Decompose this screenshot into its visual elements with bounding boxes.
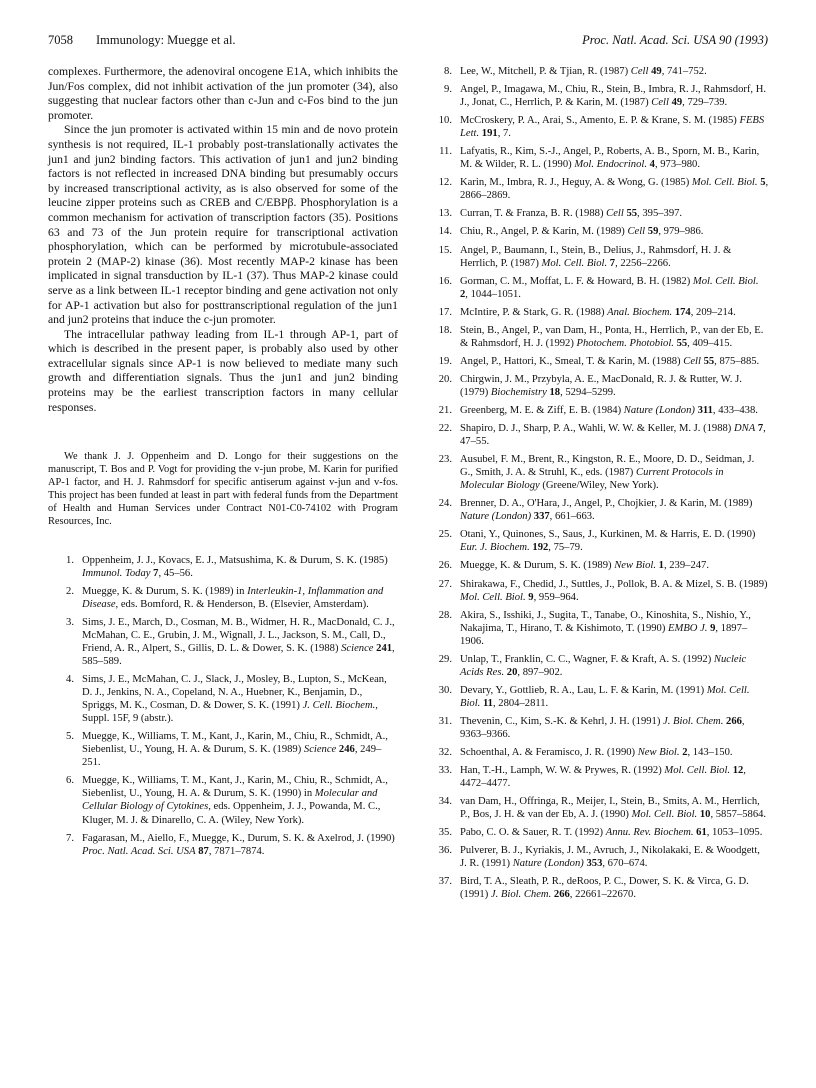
reference-item [426, 275, 769, 301]
reference-item [426, 559, 769, 572]
reference-authors: Curran, T. & Franza, B. R. (1988) [460, 208, 604, 220]
reference-pages: , 875–885. [714, 355, 760, 367]
reference-pages: , 143–150. [687, 747, 733, 759]
reference-volume: 1 [658, 560, 664, 572]
reference-pages: , 249–251. [82, 744, 382, 769]
reference-number: 26. [438, 560, 452, 572]
reference-source: Science [341, 642, 374, 654]
reference-number: 21. [438, 404, 452, 416]
reference-source: Cell [606, 208, 624, 220]
reference-number: 30. [438, 684, 452, 696]
reference-list-left [48, 554, 398, 858]
reference-number: 8. [444, 66, 452, 77]
reference-item [426, 684, 769, 710]
reference-source: Eur. J. Biochem. [460, 542, 530, 554]
reference-volume: 2 [682, 747, 688, 759]
reference-pages: , 5294–5299. [560, 386, 616, 398]
reference-item [426, 764, 769, 790]
reference-item [426, 83, 769, 109]
reference-item [48, 554, 398, 580]
reference-number: 15. [438, 244, 452, 256]
reference-pages: , 1053–1095. [706, 827, 763, 839]
reference-pages: , 897–902. [517, 666, 563, 678]
running-head-journal: Proc. Natl. Acad. Sci. USA 90 (1993) [582, 33, 768, 47]
reference-volume: 266 [726, 715, 742, 727]
reference-volume: 11 [482, 697, 493, 709]
reference-authors: Shapiro, D. J., Sharp, P. A., Wahli, W. W. & Keller, M. J. (1988) [460, 423, 732, 435]
reference-item [426, 422, 769, 448]
reference-source: Nucleic Acids Res. [460, 653, 747, 678]
reference-source: Mol. Cell. Biol. [631, 809, 698, 821]
reference-volume: 87 [198, 845, 209, 857]
reference-authors: Chiu, R., Angel, P. & Karin, M. (1989) [460, 226, 625, 238]
reference-source: Mol. Endocrinol. [574, 159, 647, 171]
left-column [48, 65, 398, 863]
reference-authors: Pabo, C. O. & Sauer, R. T. (1992) [460, 827, 604, 839]
reference-pages: , 670–674. [602, 858, 648, 870]
reference-authors: Shirakawa, F., Chedid, J., Suttles, J., Pollok, B. A. & Mizel, S. B. (1989) [460, 578, 768, 590]
reference-authors: Muegge, K., Williams, T. M., Kant, J., Karin, M., Chiu, R., Schmidt, A., Siebenlist, U., Young, H. A. & Durum, S. K. (1989) [82, 731, 388, 756]
reference-authors: Akira, S., Isshiki, J., Sugita, T., Tanabe, O., Kinoshita, S., Nishio, Y., Nakajima, T., Hirano, T. & Kishimoto, T. (1990) [460, 609, 751, 634]
reference-number: 2. [66, 585, 74, 597]
reference-item [426, 715, 769, 741]
reference-authors: Devary, Y., Gottlieb, R. A., Lau, L. F. & Karin, M. (1991) [460, 684, 705, 696]
reference-source: Immunol. Today [82, 567, 151, 579]
reference-authors: McCroskery, P. A., Arai, S., Amento, E. P. & Krane, S. M. (1985) [460, 115, 737, 127]
reference-source: Annu. Rev. Biochem. [605, 827, 694, 839]
reference-number: 4. [66, 674, 74, 686]
reference-source: Interleukin-1, Inflammation and Disease [82, 585, 384, 610]
reference-volume: 7 [609, 257, 616, 269]
reference-source: Biochemistry [490, 386, 547, 398]
reference-item [426, 609, 769, 648]
reference-item [426, 176, 769, 202]
reference-item [426, 497, 769, 523]
reference-pages: , 1897–1906. [460, 622, 748, 647]
reference-authors: Han, T.-H., Lamph, W. W. & Prywes, R. (1992) [460, 765, 662, 777]
reference-pages: , 7. [497, 128, 511, 140]
reference-item [426, 453, 769, 492]
reference-pages: , 1044–1051. [465, 288, 521, 300]
reference-number: 27. [438, 578, 452, 590]
reference-source: Mol. Cell. Biol. [692, 275, 759, 287]
page-number: 7058 [48, 33, 73, 47]
reference-number: 3. [66, 616, 74, 628]
reference-pages: , 5857–5864. [710, 809, 767, 821]
reference-item [48, 585, 398, 611]
reference-item [426, 795, 769, 821]
reference-volume: 18 [549, 386, 561, 398]
reference-source: Science [303, 744, 337, 756]
reference-source: Proc. Natl. Acad. Sci. USA [82, 845, 196, 857]
reference-source: Mol. Cell. Biol. [460, 591, 526, 603]
body-paragraph: complexes. Furthermore, the adenoviral oncogene E1A, which inhibits the Jun/Fos complex, did not inhibit activation of the jun promoter (34), also suggesting that nuclear factors other than c-Jun and c-Fos bind to the jun promoter. [48, 65, 398, 122]
reference-number: 31. [438, 715, 452, 727]
reference-item [426, 324, 769, 350]
reference-volume: 192 [532, 542, 549, 554]
reference-item [48, 616, 398, 668]
reference-volume: 4 [649, 159, 655, 171]
reference-source: EMBO J. [668, 622, 708, 634]
reference-authors: Lee, W., Mitchell, P. & Tjian, R. (1987) [460, 66, 629, 77]
reference-pages: , 239–247. [663, 560, 709, 572]
reference-volume: 5 [760, 177, 766, 189]
reference-authors: Angel, P., Hattori, K., Smeal, T. & Karin, M. (1988) [460, 355, 681, 367]
reference-item [426, 65, 769, 78]
reference-item [426, 844, 769, 870]
reference-authors: McIntire, P. & Stark, G. R. (1988) [460, 306, 605, 318]
reference-authors: Muegge, K. & Durum, S. K. (1989) [460, 560, 612, 572]
reference-item [48, 730, 398, 769]
reference-volume: 7 [757, 423, 764, 435]
reference-pages: , 2256–2266. [615, 257, 671, 269]
reference-volume: 61 [696, 827, 707, 839]
reference-source: New Biol. [637, 747, 680, 759]
reference-item [426, 875, 769, 901]
reference-pages: , 661–663. [549, 511, 595, 523]
reference-number: 37. [438, 876, 452, 888]
reference-item [426, 404, 769, 417]
reference-volume: 174 [674, 306, 691, 318]
reference-source: DNA [733, 423, 756, 435]
reference-pages: , 585–589. [82, 642, 395, 668]
reference-authors: Bird, T. A., Sleath, P. R., deRoos, P. C., Dower, S. K. & Virca, G. D. (1991) [460, 876, 749, 901]
reference-volume: 353 [586, 858, 603, 870]
reference-authors: Muegge, K. & Durum, S. K. (1989) in [82, 585, 245, 597]
reference-pages: , eds. Bomford, R. & Henderson, B. (Elsevier, Amsterdam). [115, 598, 369, 610]
reference-number: 33. [438, 765, 452, 777]
reference-number: 5. [66, 731, 74, 743]
reference-number: 6. [66, 775, 74, 787]
body-paragraph: The intracellular pathway leading from IL-1 through AP-1, part of which is described in the present paper, is probably also used by other extracellular signals since AP-1 is now believed to mediate many such growth and differentiation signals. Thus the jun1 and jun2 binding proteins may be the earliest transcription factors in many cellular responses. [48, 327, 398, 414]
reference-number: 11. [439, 146, 452, 158]
reference-item [426, 114, 769, 140]
reference-number: 20. [438, 373, 452, 385]
reference-volume: 20 [506, 666, 518, 678]
reference-authors: van Dam, H., Offringa, R., Meijer, I., Stein, B., Smits, A. M., Herrlich, P., Bos, J. H. & van der Eb, A. J. (1990) [460, 796, 760, 821]
reference-volume: 311 [697, 404, 713, 416]
reference-item [426, 145, 769, 171]
reference-number: 17. [438, 306, 452, 318]
reference-number: 29. [438, 653, 452, 665]
reference-number: 36. [438, 845, 452, 857]
reference-number: 19. [438, 355, 452, 367]
reference-source: Mol. Cell. Biol. [664, 765, 731, 777]
reference-authors: Angel, P., Baumann, I., Stein, B., Delius, J., Rahmsdorf, H. J. & Herrlich, P. (1987) [460, 244, 732, 269]
reference-authors: Sims, J. E., McMahan, C. J., Slack, J., Mosley, B., Lupton, S., McKean, D. J., Jenkins, N. A., Copeland, N. A., Huebner, K., Benjamin, D., Spriggs, M. K., Cosman, D. & Dower, S. K. (1991) [82, 674, 387, 712]
reference-source: Mol. Cell. Biol. [460, 684, 750, 709]
reference-source: Current Protocols in Molecular Biology [460, 467, 724, 492]
reference-pages: , 979–986. [658, 226, 704, 238]
reference-volume: 55 [703, 355, 715, 367]
reference-source: J. Biol. Chem. [663, 715, 724, 727]
reference-number: 16. [438, 275, 452, 287]
reference-number: 10. [438, 115, 452, 127]
reference-authors: Brenner, D. A., O'Hara, J., Angel, P., Chojkier, J. & Karin, M. (1989) [460, 498, 753, 510]
reference-source: J. Cell. Biochem. [302, 700, 376, 712]
reference-number: 24. [438, 498, 452, 510]
reference-pages: , 433–438. [712, 404, 758, 416]
reference-item [48, 774, 398, 826]
reference-authors: Lafyatis, R., Kim, S.-J., Angel, P., Roberts, A. B., Sporn, M. B., Karin, M. & Wilder, R. L. (1990) [460, 146, 760, 171]
reference-volume: 49 [651, 66, 662, 77]
reference-number: 35. [438, 827, 452, 839]
reference-volume: 246 [338, 744, 355, 756]
reference-number: 1. [66, 554, 74, 566]
reference-authors: Greenberg, M. E. & Ziff, E. B. (1984) [460, 404, 622, 416]
reference-list-right [426, 65, 769, 901]
reference-number: 32. [438, 747, 452, 759]
acknowledgment: We thank J. J. Oppenheim and D. Longo for their suggestions on the manuscript, T. Bos and P. Vogt for providing the v-jun probe, M. Karin for purified AP-1 factor, and H. J. Rahmsdorf for specific antiserum against v-jun and v-fos. This project has been funded at least in part with federal funds from the Department of Health and Human Services under Contract N01-C0-74102 with Program Resources, Inc. [48, 451, 398, 527]
reference-source: Molecular and Cellular Biology of Cytokines [82, 788, 378, 813]
reference-volume: 337 [533, 511, 550, 523]
reference-item [426, 373, 769, 399]
reference-pages: , 959–964. [533, 591, 579, 603]
reference-volume: 241 [376, 642, 393, 654]
reference-volume: 55 [626, 208, 638, 220]
reference-pages: , 209–214. [690, 306, 736, 318]
reference-pages: , 47–55. [460, 423, 766, 448]
reference-pages: , 7871–7874. [208, 845, 265, 857]
reference-volume: 9 [528, 591, 534, 603]
reference-number: 12. [438, 177, 452, 189]
reference-source: FEBS Lett. [460, 115, 765, 140]
reference-item [426, 244, 769, 270]
reference-authors: Chirgwin, J. M., Przybyla, A. E., MacDonald, R. J. & Rutter, W. J. (1979) [460, 373, 742, 398]
reference-pages: , 2804–2811. [492, 697, 549, 709]
reference-item [426, 528, 769, 554]
right-column [426, 65, 769, 906]
reference-pages: , 741–752. [661, 66, 707, 77]
reference-pages: , 4472–4477. [460, 765, 746, 790]
reference-authors: Oppenheim, J. J., Kovacs, E. J., Matsushima, K. & Durum, S. K. (1985) [82, 554, 388, 566]
reference-authors: Schoenthal, A. & Feramisco, J. R. (1990) [460, 747, 636, 759]
reference-pages: , 75–79. [548, 542, 583, 554]
reference-volume: 49 [671, 97, 683, 109]
reference-authors: Muegge, K., Williams, T. M., Kant, J., Karin, M., Chiu, R., Schmidt, A., Siebenlist, U., Young, H. A. & Durum, S. K. (1990) in [82, 775, 388, 800]
reference-source: Nature (London) [512, 858, 584, 870]
reference-number: 23. [438, 454, 452, 466]
reference-volume: 266 [553, 889, 570, 901]
reference-pages: (Greene/Wiley, New York). [539, 480, 659, 492]
reference-number: 7. [66, 832, 74, 844]
reference-authors: Pulverer, B. J., Kyriakis, J. M., Avruch, J., Nikolakaki, E. & Woodgett, J. R. (1991) [460, 845, 760, 870]
reference-number: 14. [438, 226, 452, 238]
reference-source: New Biol. [614, 560, 656, 572]
reference-authors: Otani, Y., Quinones, S., Saus, J., Kurkinen, M. & Harris, E. D. (1990) [460, 529, 756, 541]
reference-source: Cell [651, 97, 669, 109]
reference-pages: , Suppl. 15F, 9 (abstr.). [82, 700, 378, 725]
reference-item [48, 673, 398, 725]
reference-pages: , 9363–9366. [460, 715, 745, 740]
reference-item [426, 225, 769, 238]
reference-item [426, 207, 769, 220]
reference-pages: , 409–415. [687, 337, 733, 349]
reference-authors: Stein, B., Angel, P., van Dam, H., Ponta, H., Herrlich, P., van der Eb, E. & Rahmsdorf, H. J. (1992) [460, 324, 764, 349]
reference-number: 18. [438, 324, 452, 336]
reference-number: 22. [438, 423, 452, 435]
reference-source: Cell [683, 355, 701, 367]
reference-volume: 7 [153, 567, 159, 579]
reference-source: Nature (London) [623, 404, 695, 416]
reference-number: 28. [438, 609, 452, 621]
reference-pages: , 22661–22670. [569, 889, 636, 901]
reference-volume: 9 [710, 622, 716, 634]
reference-item [426, 306, 769, 319]
reference-item [426, 355, 769, 368]
reference-source: Cell [630, 66, 649, 77]
reference-source: Mol. Cell. Biol. [541, 257, 608, 269]
reference-number: 9. [444, 84, 452, 96]
reference-authors: Unlap, T., Franklin, C. C., Wagner, F. & Kraft, A. S. (1992) [460, 653, 712, 665]
reference-authors: Ausubel, F. M., Brent, R., Kingston, R. E., Moore, D. D., Seidman, J. G., Smith, J. A. & Struhl, K., eds. (1987) [460, 454, 755, 479]
reference-volume: 191 [481, 128, 498, 140]
reference-source: Nature (London) [460, 511, 532, 523]
reference-source: Anal. Biochem. [607, 306, 673, 318]
reference-authors: Karin, M., Imbra, R. J., Heguy, A. & Wong, G. (1985) [460, 177, 690, 189]
reference-volume: 12 [732, 765, 744, 777]
reference-source: Cell [627, 226, 646, 238]
reference-number: 25. [438, 529, 452, 541]
reference-item [426, 826, 769, 839]
reference-authors: Thevenin, C., Kim, S.-K. & Kehrl, J. H. (1991) [460, 715, 661, 727]
reference-item [426, 746, 769, 759]
reference-pages: , 45–56. [158, 567, 193, 579]
reference-volume: 59 [647, 226, 659, 238]
reference-number: 34. [438, 796, 452, 808]
reference-pages: , eds. Oppenheim, J. J., Powanda, M. C., Kluger, M. J. & Dinarello, C. A. (Wiley, New York). [82, 801, 381, 826]
running-head-section: Immunology: Muegge et al. [96, 33, 236, 47]
reference-item [48, 832, 398, 858]
reference-volume: 2 [460, 288, 466, 300]
reference-source: Photochem. Photobiol. [576, 337, 674, 349]
reference-item [426, 653, 769, 679]
reference-authors: Angel, P., Imagawa, M., Chiu, R., Stein, B., Imbra, R. J., Rahmsdorf, H. J., Jonat, C., Herrlich, P. & Karin, M. (1987) [460, 84, 767, 109]
reference-pages: , 973–980. [654, 159, 700, 171]
reference-item [426, 578, 769, 604]
page-header [48, 33, 768, 53]
reference-pages: , 729–739. [682, 97, 728, 109]
reference-source: J. Biol. Chem. [490, 889, 552, 901]
reference-volume: 10 [699, 809, 711, 821]
body-paragraph: Since the jun promoter is activated within 15 min and de novo protein synthesis is not required, IL-1 probably post-translationally activates the jun1 and jun2 binding factors. This activation of jun1 and jun2 binding factors is not reflected in increased DNA binding but presumably occurs by increased transcriptional activity, as is also observed for some of the leucine zipper proteins such as CREB and C/EBPβ. Phosphorylation is a common mechanism for activation of transcription factors (35). Positions 63 and 73 of the Jun protein require for transcriptional activation phosphorylation, which can be performed by microtubule-associated protein 2 (MAP-2) kinase (36). Most recently MAP-2 kinase has been implicated in signal transduction by IL-1 (37). Thus MAP-2 kinase could serve as a link between IL-1 receptor binding and gene activation not only for AP-1 activation but also for posttranscriptional regulation of the jun1 and jun2 proteins that induce the c-jun promoter. [48, 123, 398, 327]
reference-number: 13. [438, 208, 452, 220]
reference-authors: Gorman, C. M., Moffat, L. F. & Howard, B. H. (1982) [460, 275, 691, 287]
reference-pages: , 2866–2869. [460, 177, 769, 202]
reference-volume: 55 [676, 337, 688, 349]
reference-authors: Fagarasan, M., Aiello, F., Muegge, K., Durum, S. K. & Axelrod, J. (1990) [82, 832, 395, 844]
reference-authors: Sims, J. E., March, D., Cosman, M. B., Widmer, H. R., MacDonald, C. J., McMahan, C. E., Grubin, J. M., Wignall, J. L., Jackson, S. M., Call, D., Friend, A. R., Alpert, S., Gillis, D. L. & Dower, S. K. (1988) [82, 616, 395, 654]
reference-source: Mol. Cell. Biol. [691, 177, 758, 189]
reference-pages: , 395–397. [637, 208, 683, 220]
